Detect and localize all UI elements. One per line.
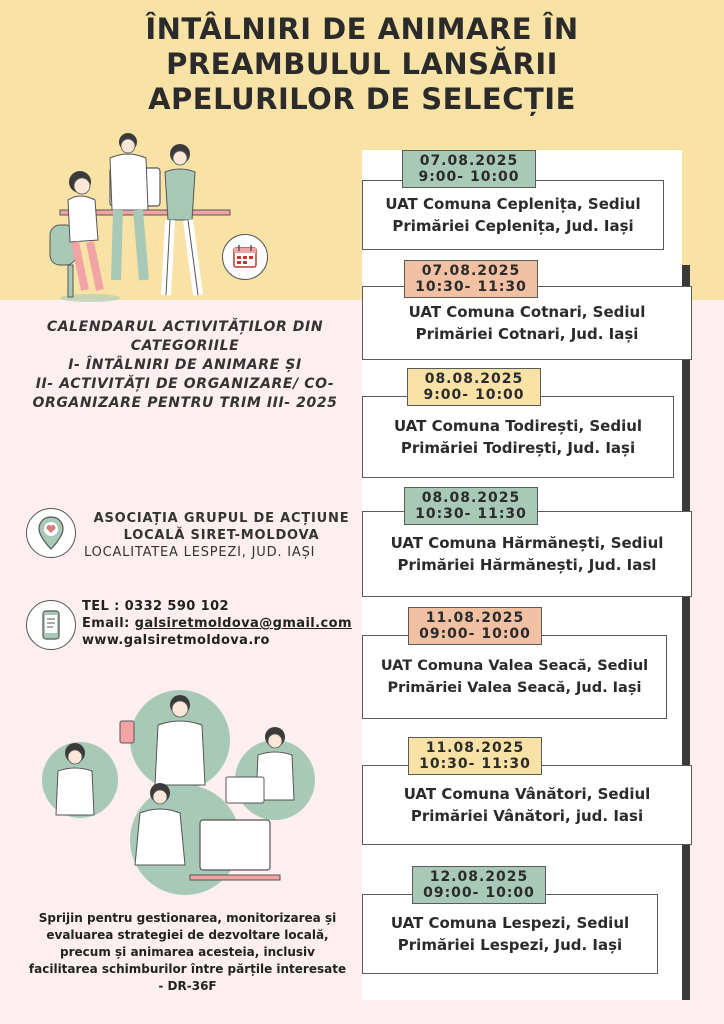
contact-email-link[interactable]: galsiretmoldova@gmail.com	[134, 616, 352, 631]
calendar-line-2: CATEGORIILE	[130, 338, 240, 354]
association-name-2: LOCALĂ SIRET-MOLDOVA	[123, 528, 320, 543]
team-illustration	[40, 130, 240, 310]
event-date	[408, 737, 542, 775]
contact-email-label: Email:	[82, 616, 135, 631]
event-date-day: 08.08.2025	[424, 371, 524, 387]
event-location	[362, 765, 692, 845]
page-title	[20, 12, 704, 117]
contact-tel: TEL : 0332 590 102	[82, 599, 229, 614]
event-date-time: 09:00- 10:00	[419, 626, 531, 642]
calendar-description	[20, 318, 350, 413]
event-location-line-1: UAT Comuna Valea Seacă, Sediul	[380, 658, 649, 674]
event-location	[362, 635, 667, 719]
event-location-line-1: UAT Comuna Vânători, Sediul	[403, 785, 651, 803]
event-date-time: 10:30- 11:30	[415, 279, 527, 295]
event-location-line-1: UAT Comuna Hărmănești, Sediul	[390, 534, 664, 552]
event-location-line-2: Primăriei Vânători, jud. Iasi	[410, 807, 644, 825]
event-location	[362, 894, 658, 974]
contact-website-link[interactable]: www.galsiretmoldova.ro	[82, 633, 270, 648]
event-date-time: 9:00- 10:00	[423, 387, 525, 403]
event-date-day: 07.08.2025	[419, 153, 519, 169]
event-date-time: 9:00- 10:00	[418, 169, 520, 185]
contact-email-row	[82, 615, 362, 632]
footer-text: Sprijin pentru gestionarea, monitorizarea și evaluarea strategiei de dezvoltare locală, precum și animarea acesteia, inclusiv facilitarea schimburilor între părțile interesate - DR-36F	[28, 911, 347, 993]
event-location-line-2: Primăriei Lespezi, Jud. Iași	[397, 936, 623, 954]
calendar-line-4: II- ACTIVITĂȚI DE ORGANIZARE/ CO-	[35, 376, 335, 392]
calendar-line-3: I- ÎNTÂLNIRI DE ANIMARE ȘI	[68, 357, 302, 373]
event-date-day: 07.08.2025	[421, 263, 521, 279]
event-date-time: 10:30- 11:30	[419, 756, 531, 772]
event-location-line-1: UAT Comuna Ceplenița, Sediul	[385, 195, 641, 213]
phone-icon	[26, 600, 76, 650]
event-date	[407, 368, 541, 406]
event-location-line-1: UAT Comuna Lespezi, Sediul	[390, 914, 630, 932]
event-date-time: 09:00- 10:00	[423, 885, 535, 901]
event-date	[404, 260, 538, 298]
panel-shadow	[682, 265, 690, 1000]
event-date-day: 12.08.2025	[429, 869, 529, 885]
event-date	[404, 487, 538, 525]
association-address: LOCALITATEA LESPEZI, JUD. IAȘI	[84, 545, 316, 560]
event-location-line-2: Primăriei Hărmănești, Jud. Iasl	[397, 556, 657, 574]
calendar-icon	[222, 234, 268, 280]
event-date	[412, 866, 546, 904]
event-location-line-2: Primăriei Todirești, Jud. Iași	[400, 439, 636, 457]
association-name-1: ASOCIAȚIA GRUPUL DE ACȚIUNE	[93, 511, 350, 526]
event-location	[362, 180, 664, 250]
event-location-line-2: Primăriei Ceplenița, Jud. Iași	[392, 217, 634, 235]
location-heart-icon	[26, 508, 76, 558]
event-date-day: 11.08.2025	[425, 740, 525, 756]
contact-info	[82, 598, 362, 649]
title-line-1: ÎNTÂLNIRI DE ANIMARE ÎN	[145, 12, 579, 46]
event-date-time: 10:30- 11:30	[415, 506, 527, 522]
calendar-line-1: CALENDARUL ACTIVITĂȚILOR DIN	[46, 319, 324, 335]
event-location	[362, 396, 674, 478]
event-date	[402, 150, 536, 188]
title-line-3: APELURILOR DE SELECȚIE	[148, 82, 576, 116]
event-date-day: 11.08.2025	[425, 610, 525, 626]
event-location-line-2: Primăriei Cotnari, Jud. Iași	[415, 325, 639, 343]
association-info	[84, 510, 359, 561]
event-location-line-2: Primăriei Valea Seacă, Jud. Iași	[387, 680, 642, 696]
event-date-day: 08.08.2025	[421, 490, 521, 506]
people-working-illustration	[40, 685, 340, 895]
title-line-2: PREAMBULUL LANSĂRII	[166, 47, 558, 81]
event-location-line-1: UAT Comuna Cotnari, Sediul	[408, 303, 646, 321]
calendar-line-5: ORGANIZARE PENTRU TRIM III- 2025	[32, 395, 338, 411]
event-date	[408, 607, 542, 645]
event-location-line-1: UAT Comuna Todirești, Sediul	[393, 417, 643, 435]
